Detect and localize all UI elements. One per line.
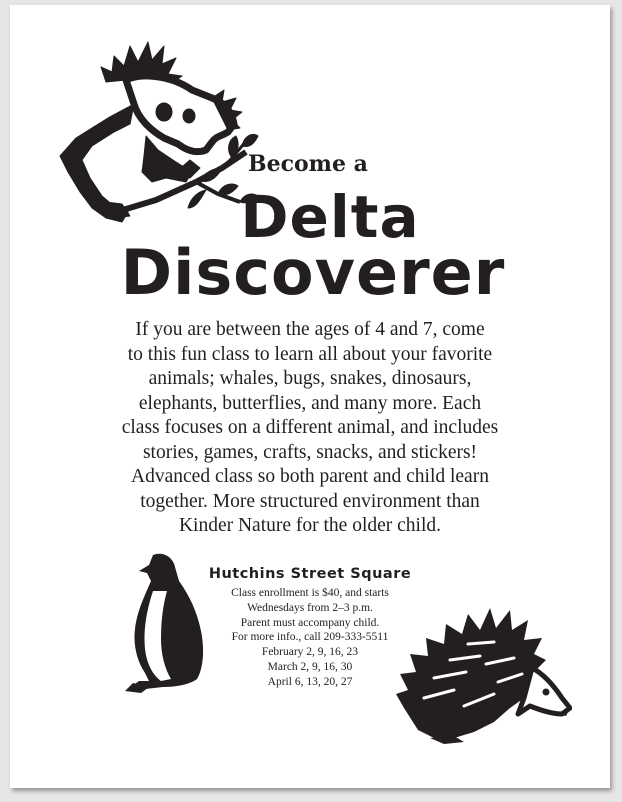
description-line: animals; whales, bugs, snakes, dinosaurs, <box>148 368 472 389</box>
description-line: Kinder Nature for the older child. <box>178 515 442 536</box>
detail-line: February 2, 9, 16, 23 <box>261 646 359 659</box>
detail-line: April 6, 13, 20, 27 <box>267 675 353 688</box>
description-line: elephants, butterflies, and many more. Each <box>138 392 482 414</box>
description-line: stories, games, crafts, snacks, and stickers! <box>142 441 478 463</box>
description-line: class focuses on a different animal, and includes <box>121 417 499 438</box>
description-line: If you are between the ages of 4 and 7, come <box>135 319 485 340</box>
class-details <box>200 586 420 690</box>
penguin-icon <box>123 551 207 695</box>
title-line-1: Delta <box>240 183 420 251</box>
description-line: Advanced class so both parent and child learn <box>131 466 489 487</box>
title-line-2: Discoverer <box>120 236 506 309</box>
description-line: together. More structured environment than <box>140 490 480 512</box>
detail-line: March 2, 9, 16, 30 <box>267 660 353 673</box>
detail-line: Class enrollment is $40, and starts <box>231 587 389 599</box>
description <box>90 318 530 539</box>
hedgehog-icon <box>394 598 572 744</box>
kicker-text: Become a <box>248 151 368 177</box>
detail-line: For more info., call 209-333-5511 <box>231 631 389 644</box>
flyer-page <box>10 5 610 788</box>
detail-line: Wednesdays from 2–3 p.m. <box>247 601 373 614</box>
venue-heading: Hutchins Street Square <box>208 566 412 582</box>
description-line: to this fun class to learn all about your favorite <box>127 343 493 365</box>
detail-line: Parent must accompany child. <box>240 616 380 629</box>
